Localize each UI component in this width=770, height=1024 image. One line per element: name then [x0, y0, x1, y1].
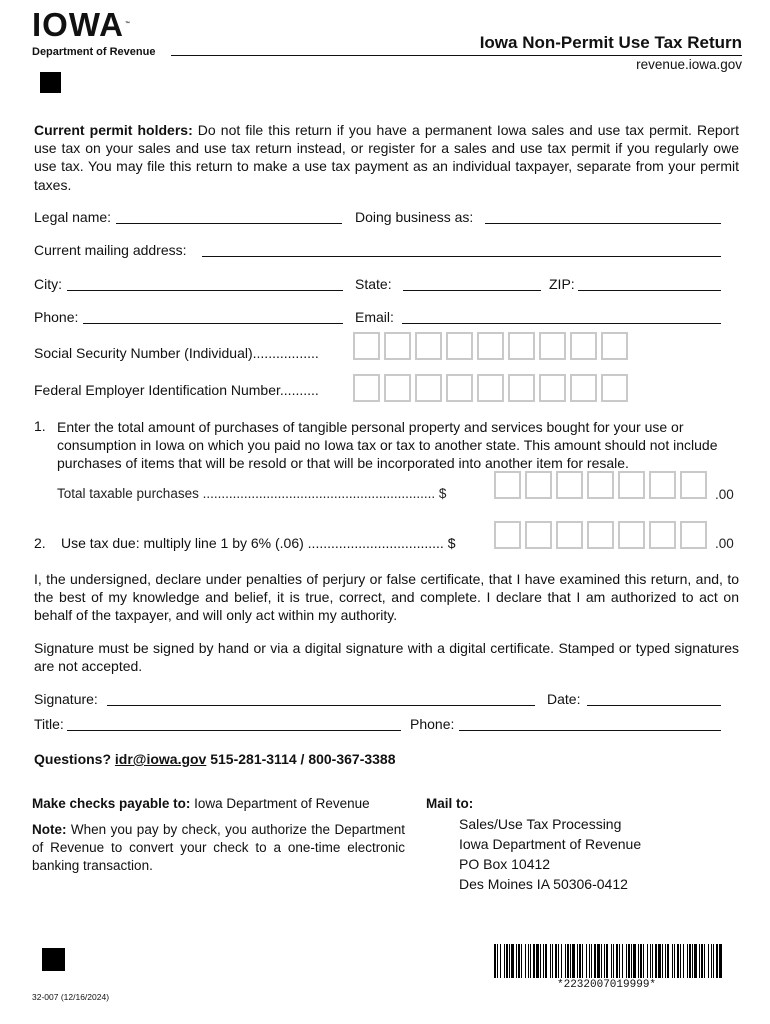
- zip-field[interactable]: [578, 290, 721, 291]
- line1-dollar: $: [438, 486, 447, 501]
- form-title: Iowa Non-Permit Use Tax Return: [479, 33, 742, 52]
- ssn-digit-box[interactable]: [384, 332, 411, 360]
- state-field[interactable]: [403, 290, 541, 291]
- line2-digit-box[interactable]: [618, 521, 645, 549]
- ssn-digit-box[interactable]: [508, 332, 535, 360]
- phone-label: Phone:: [34, 309, 79, 325]
- ssn-digit-box[interactable]: [570, 332, 597, 360]
- signature-field[interactable]: [107, 705, 535, 706]
- ssn-digit-box[interactable]: [415, 332, 442, 360]
- intro-paragraph: [34, 121, 739, 194]
- ssn-digit-box[interactable]: [477, 332, 504, 360]
- line1-digit-box[interactable]: [618, 471, 645, 499]
- ssn-digit-box[interactable]: [353, 332, 380, 360]
- line1-digit-box[interactable]: [494, 471, 521, 499]
- title-field[interactable]: [67, 730, 401, 731]
- fein-digit-box[interactable]: [601, 374, 628, 402]
- ssn-label-text: Social Security Number (Individual): [34, 345, 253, 361]
- dba-field[interactable]: [485, 223, 721, 224]
- title-label: Title:: [34, 716, 64, 732]
- fein-label: [34, 382, 319, 398]
- line2-dollar: $: [447, 535, 456, 551]
- line2-digit-box[interactable]: [525, 521, 552, 549]
- checks-bold: Make checks payable to:: [32, 796, 191, 811]
- checks-payable: [32, 796, 370, 812]
- email-label: Email:: [355, 309, 394, 325]
- state-label: State:: [355, 276, 392, 292]
- fein-leader: ..........: [279, 382, 319, 398]
- barcode-text: *2232007019999*: [557, 979, 657, 991]
- fein-digit-box[interactable]: [539, 374, 566, 402]
- intro-text: Do not file this return if you have a permanent Iowa sales and use tax permit. Report use tax on your sales and use tax return instead, or register for a sales and use tax permit if you regularly owe use tax. You may file this return to make a use tax payment as an individual taxpayer, separate from your permit taxes.: [34, 122, 739, 193]
- mail-address-line: Iowa Department of Revenue: [459, 836, 642, 852]
- iowa-logo: [32, 8, 131, 41]
- ssn-leader: .................: [252, 345, 319, 361]
- ssn-digit-box[interactable]: [539, 332, 566, 360]
- mail-address: [459, 814, 641, 894]
- signature-label: Signature:: [34, 691, 98, 707]
- line1-label-text: Total taxable purchases: [57, 486, 199, 501]
- fein-digit-box[interactable]: [415, 374, 442, 402]
- line1-leader: ..............................................................: [202, 486, 436, 501]
- line2-amount-boxes[interactable]: [494, 521, 711, 549]
- fein-digit-box[interactable]: [477, 374, 504, 402]
- line1-instructions: Enter the total amount of purchases of tangible personal property and services bought for your use or consumption in Iowa on which you paid no Iowa tax or tax to another state. This amount should not include purchases of items that will be resold or that will be incorporated into another item for resale.: [57, 419, 718, 472]
- mail-address-line: Des Moines IA 50306-0412: [459, 876, 628, 892]
- line1-number: 1.: [34, 418, 46, 434]
- ssn-digit-box[interactable]: [601, 332, 628, 360]
- signature-note: Signature must be signed by hand or via a digital signature with a digital certificate. Stamped or typed signatures are not accepted.: [34, 640, 739, 675]
- signer-phone-field[interactable]: [459, 730, 721, 731]
- line1-digit-box[interactable]: [649, 471, 676, 499]
- line2-digit-box[interactable]: [494, 521, 521, 549]
- line2-label: [61, 535, 456, 551]
- barcode: [494, 944, 723, 978]
- line1-digit-box[interactable]: [556, 471, 583, 499]
- fein-digit-box[interactable]: [384, 374, 411, 402]
- date-label: Date:: [547, 691, 581, 707]
- registration-mark-bottom: [42, 948, 65, 971]
- line2-leader: ...................................: [307, 535, 444, 551]
- line2-digit-box[interactable]: [680, 521, 707, 549]
- date-field[interactable]: [587, 705, 721, 706]
- city-field[interactable]: [67, 290, 343, 291]
- legal-name-field[interactable]: [116, 223, 342, 224]
- logo-text: IOWA: [32, 6, 124, 43]
- mailing-address-label: Current mailing address:: [34, 242, 187, 258]
- phone-field[interactable]: [83, 323, 343, 324]
- questions-email-link[interactable]: idr@iowa.gov: [114, 751, 207, 767]
- signer-phone-label: Phone:: [410, 716, 455, 732]
- fein-digit-box[interactable]: [446, 374, 473, 402]
- checks-text: Iowa Department of Revenue: [190, 796, 370, 811]
- fein-digit-box[interactable]: [570, 374, 597, 402]
- line2-digit-box[interactable]: [649, 521, 676, 549]
- header-rule: [171, 55, 742, 56]
- note-bold: Note:: [32, 822, 67, 837]
- check-note: [32, 821, 405, 875]
- mail-address-line: PO Box 10412: [459, 856, 551, 872]
- mail-address-line: Sales/Use Tax Processing: [459, 816, 622, 832]
- email-field[interactable]: [402, 323, 721, 324]
- line1-amount-boxes[interactable]: [494, 471, 711, 499]
- mail-to-label: Mail to:: [426, 796, 474, 811]
- legal-name-label: Legal name:: [34, 209, 112, 225]
- line1-digit-box[interactable]: [525, 471, 552, 499]
- form-number: 32-007 (12/16/2024): [32, 992, 110, 1002]
- logo-trademark: ™: [125, 21, 131, 27]
- line1-digit-box[interactable]: [680, 471, 707, 499]
- questions-label: Questions?: [34, 751, 112, 767]
- questions-line: [34, 751, 396, 767]
- mailing-address-field[interactable]: [202, 256, 721, 257]
- note-text: When you pay by check, you authorize the Department of Revenue to convert your check to a one-time electronic banking transaction.: [32, 822, 405, 873]
- line2-label-text: Use tax due: multiply line 1 by 6% (.06): [61, 535, 304, 551]
- line2-number: 2.: [34, 535, 46, 551]
- ssn-label: [34, 345, 319, 361]
- zip-label: ZIP:: [549, 276, 575, 292]
- line1-cents: .00: [715, 487, 734, 502]
- declaration-paragraph: I, the undersigned, declare under penalties of perjury or false certificate, that I have examined this return, and, to the best of my knowledge and belief, it is true, correct, and complete. I declare that I am authorized to act on behalf of the taxpayer, and will only act within my authority.: [34, 571, 739, 624]
- intro-bold: Current permit holders:: [34, 122, 193, 138]
- ssn-digit-box[interactable]: [446, 332, 473, 360]
- ssn-digit-boxes[interactable]: [353, 332, 632, 360]
- fein-digit-box[interactable]: [353, 374, 380, 402]
- questions-phones: 515-281-3114 / 800-367-3388: [210, 751, 396, 767]
- fein-label-text: Federal Employer Identification Number: [34, 382, 280, 398]
- department-name: Department of Revenue: [32, 46, 156, 58]
- line2-digit-box[interactable]: [556, 521, 583, 549]
- fein-digit-boxes[interactable]: [353, 374, 632, 402]
- line2-cents: .00: [715, 536, 734, 551]
- line1-digit-box[interactable]: [587, 471, 614, 499]
- fein-digit-box[interactable]: [508, 374, 535, 402]
- line1-label: [57, 486, 446, 502]
- dba-label: Doing business as:: [355, 209, 474, 225]
- city-label: City:: [34, 276, 62, 292]
- website-link[interactable]: revenue.iowa.gov: [636, 57, 742, 72]
- line2-digit-box[interactable]: [587, 521, 614, 549]
- registration-mark-top: [40, 72, 61, 93]
